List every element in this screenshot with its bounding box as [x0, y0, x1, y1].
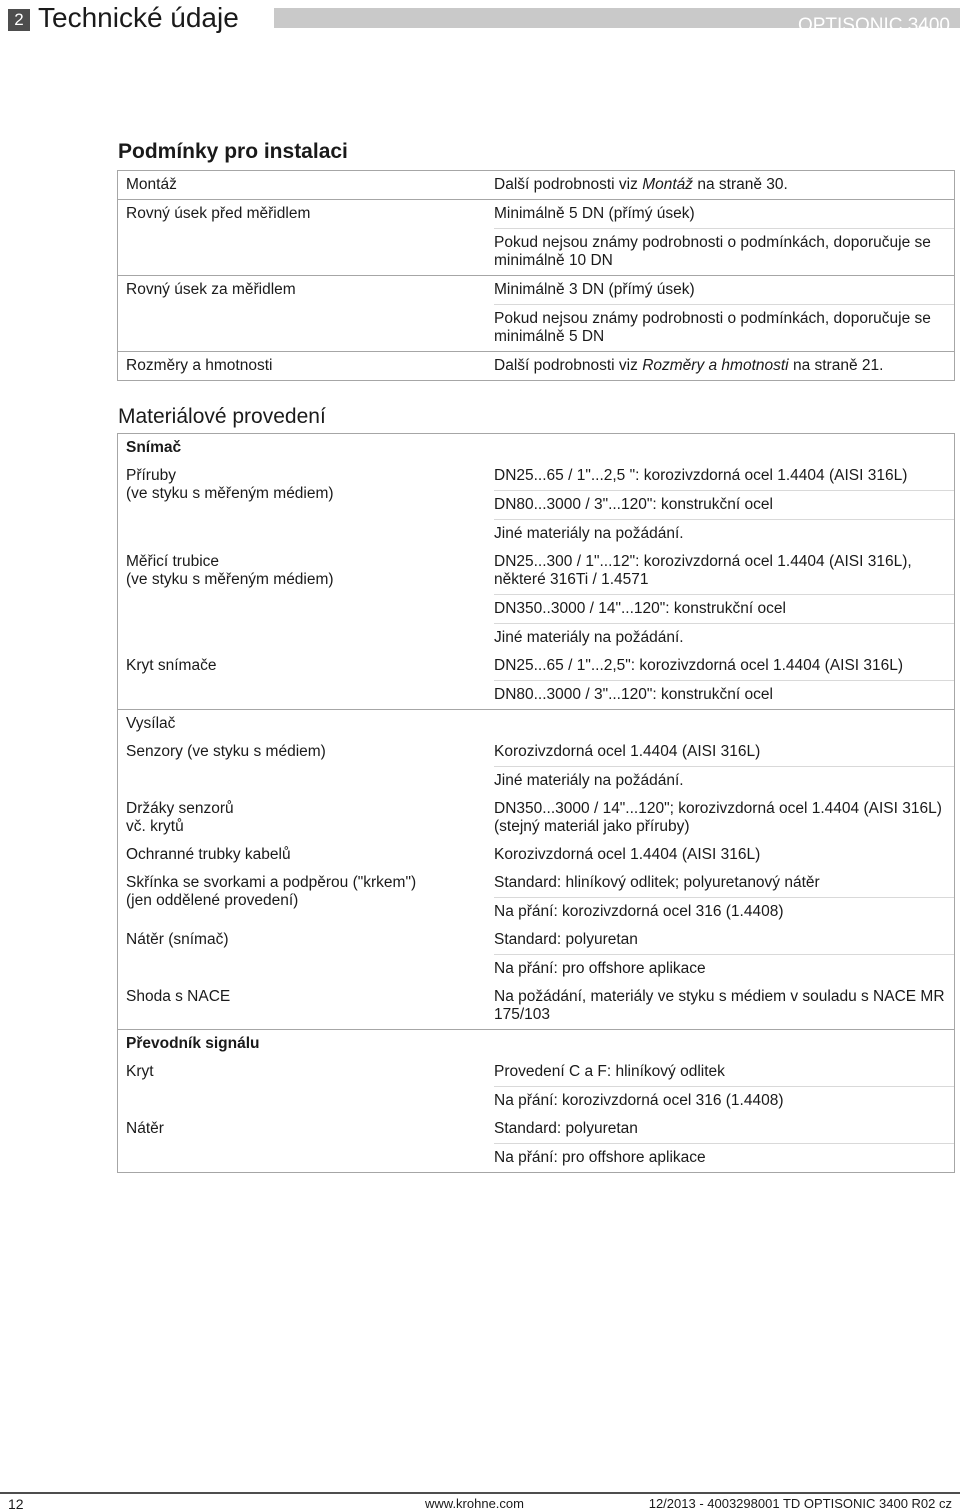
row-value-line: Na přání: korozivzdorná ocel 316 (1.4408)	[494, 1086, 954, 1115]
row-value-line: Minimálně 5 DN (přímý úsek)	[494, 205, 695, 222]
row-label: Držáky senzorů vč. krytů	[126, 800, 234, 835]
row-value-cell	[478, 548, 954, 652]
row-label: Ochranné trubky kabelů	[126, 846, 291, 863]
row-label-cell	[118, 652, 478, 709]
document-reference: 12/2013 - 4003298001 TD OPTISONIC 3400 R02 cz	[648, 1496, 952, 1511]
row-value-cell	[478, 652, 954, 709]
table-row	[118, 795, 954, 841]
row-value-line: DN350..3000 / 14"...120": konstrukční ocel	[494, 594, 954, 623]
group-heading: Vysílač	[118, 709, 954, 738]
page-header	[0, 0, 960, 36]
row-label-cell	[118, 983, 478, 1029]
table-row	[118, 738, 954, 795]
value-reference: Rozměry a hmotnosti	[642, 357, 789, 374]
table-row	[118, 926, 954, 983]
chapter-number: 2	[8, 9, 30, 31]
group-heading: Snímač	[126, 439, 182, 456]
row-label: Shoda s NACE	[126, 988, 231, 1005]
value-reference: Montáž	[642, 176, 694, 193]
row-label: Skřínka se svorkami a podpěrou ("krkem") (jen oddělené provedení)	[126, 874, 417, 909]
row-label-cell	[118, 548, 478, 652]
row-label-cell	[118, 200, 478, 275]
row-value-cell	[478, 795, 954, 841]
header-bar	[274, 8, 960, 36]
row-label: Senzory (ve styku s médiem)	[126, 743, 326, 760]
row-value-line: Jiné materiály na požádání.	[494, 766, 954, 795]
row-value-line: Na požádání, materiály ve styku s médiem v souladu s NACE MR 175/103	[494, 988, 945, 1023]
row-value-cell	[478, 1058, 954, 1115]
row-value-cell	[478, 1115, 954, 1172]
row-label: Příruby (ve styku s měřeným médiem)	[126, 467, 334, 502]
row-label: Měřicí trubice (ve styku s měřeným médiem)	[126, 553, 334, 588]
row-value-line: Na přání: korozivzdorná ocel 316 (1.4408)	[494, 897, 954, 926]
row-label: Montáž	[126, 176, 177, 193]
row-label: Kryt	[126, 1063, 154, 1080]
install-table	[117, 170, 955, 381]
row-label-cell	[118, 926, 478, 983]
row-value-cell	[478, 352, 954, 380]
table-row	[118, 462, 954, 548]
row-label-cell	[118, 462, 478, 548]
row-value-line	[494, 352, 954, 380]
value-text: na straně 21.	[788, 357, 884, 374]
value-text: Další podrobnosti viz	[494, 357, 643, 374]
value-text: Další podrobnosti viz	[494, 176, 643, 193]
row-value-cell	[478, 200, 954, 275]
row-label-cell	[118, 795, 478, 841]
row-label-cell	[118, 1115, 478, 1172]
row-value-line: Standard: polyuretan	[494, 1120, 638, 1137]
row-value-line: Jiné materiály na požádání.	[494, 623, 954, 652]
row-value-cell	[478, 983, 954, 1029]
row-value-line: DN25...65 / 1"...2,5": korozivzdorná ocel 1.4404 (AISI 316L)	[494, 657, 904, 674]
table-row	[118, 841, 954, 869]
row-value-line: DN25...65 / 1"...2,5 ": korozivzdorná ocel 1.4404 (AISI 316L)	[494, 467, 908, 484]
row-value-line: Jiné materiály na požádání.	[494, 519, 954, 548]
table-row	[118, 351, 954, 380]
row-label: Rovný úsek za měřidlem	[126, 281, 296, 298]
row-value-cell	[478, 926, 954, 983]
table-row	[118, 548, 954, 652]
group-heading: Převodník signálu	[118, 1029, 954, 1058]
row-label: Nátěr (snímač)	[126, 931, 229, 948]
row-value-cell	[478, 171, 954, 199]
product-name: OPTISONIC 3400	[797, 15, 950, 36]
row-value-line: Korozivzdorná ocel 1.4404 (AISI 316L)	[494, 743, 761, 760]
table-row	[118, 1115, 954, 1172]
install-section-title: Podmínky pro instalaci	[118, 140, 348, 163]
table-row	[118, 869, 954, 926]
table-row	[118, 199, 954, 275]
row-label-cell	[118, 171, 478, 199]
row-value-cell	[478, 841, 954, 869]
row-value-line: Standard: polyuretan	[494, 931, 638, 948]
chapter-title: Technické údaje	[38, 2, 239, 33]
row-label-cell	[118, 276, 478, 351]
table-row	[118, 652, 954, 709]
row-label-cell	[118, 841, 478, 869]
value-text: na straně 30.	[693, 176, 788, 193]
row-value-cell	[478, 738, 954, 795]
row-value-line: Minimálně 3 DN (přímý úsek)	[494, 281, 695, 298]
row-label-cell	[118, 352, 478, 380]
row-value-line: DN25...300 / 1"...12": korozivzdorná ocel 1.4404 (AISI 316L), některé 316Ti / 1.4571	[494, 553, 912, 588]
footer-rule	[0, 1492, 960, 1494]
website-link[interactable]: www.krohne.com	[425, 1496, 524, 1511]
row-value-line: Na přání: pro offshore aplikace	[494, 1143, 954, 1172]
row-value-line: DN80...3000 / 3"...120": konstrukční ocel	[494, 490, 954, 519]
page-number: 12	[8, 1496, 24, 1512]
row-value-line: Pokud nejsou známy podrobnosti o podmínkách, doporučuje se minimálně 10 DN	[494, 228, 954, 275]
table-row	[118, 1058, 954, 1115]
row-label: Kryt snímače	[126, 657, 217, 674]
row-value-line: DN350...3000 / 14"...120"; korozivzdorná ocel 1.4404 (AISI 316L) (stejný materiál jako příruby)	[494, 800, 942, 835]
row-value-cell	[478, 869, 954, 926]
row-value-line	[494, 171, 954, 199]
table-row	[118, 983, 954, 1029]
row-value-cell	[478, 462, 954, 548]
row-value-line: Na přání: pro offshore aplikace	[494, 954, 954, 983]
row-value-line: Provedení C a F: hliníkový odlitek	[494, 1063, 725, 1080]
row-value-line: DN80...3000 / 3"...120": konstrukční ocel	[494, 680, 954, 709]
materials-table	[117, 433, 955, 1173]
materials-section-title: Materiálové provedení	[118, 405, 326, 428]
table-row	[118, 275, 954, 351]
row-label-cell	[118, 738, 478, 795]
row-value-line: Standard: hliníkový odlitek; polyuretanový nátěr	[494, 874, 820, 891]
row-value-line: Korozivzdorná ocel 1.4404 (AISI 316L)	[494, 846, 761, 863]
row-value-line: Pokud nejsou známy podrobnosti o podmínkách, doporučuje se minimálně 5 DN	[494, 304, 954, 351]
table-row	[118, 171, 954, 199]
row-label-cell	[118, 1058, 478, 1115]
row-label-cell	[118, 869, 478, 926]
row-label: Nátěr	[126, 1120, 164, 1137]
row-value-cell	[478, 276, 954, 351]
row-label: Rozměry a hmotnosti	[126, 357, 273, 374]
row-label: Rovný úsek před měřidlem	[126, 205, 311, 222]
